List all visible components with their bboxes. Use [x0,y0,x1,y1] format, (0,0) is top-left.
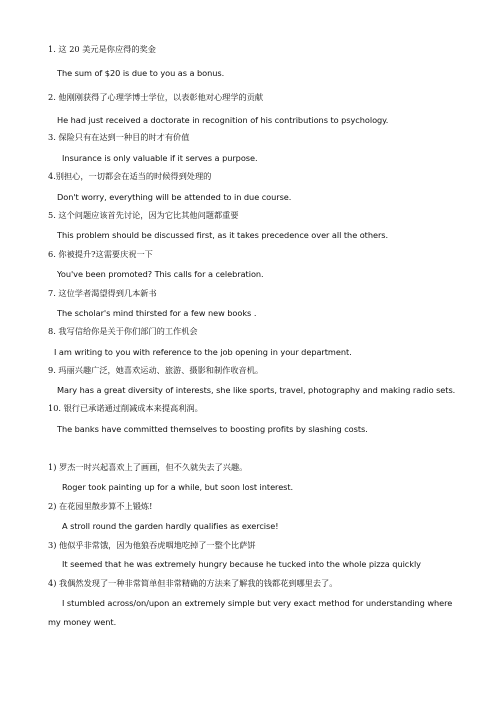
sub-item-4-en: I stumbled across/on/upon an extremely simple but very exact method for understanding where [62,598,453,608]
item-10-zh: 10. 银行已承诺通过削减成本来提高利润。 [48,403,203,413]
item-4-zh: 4.别担心，一切都会在适当的时候得到处理的 [48,171,212,181]
item-6-en: You've been promoted? This calls for a celebration. [57,269,264,279]
item-5-zh: 5. 这个问题应该首先讨论，因为它比其他问题都重要 [48,210,239,220]
sub-item-3-en: It seemed that he was extremely hungry because he tucked into the whole pizza quickly [62,559,421,569]
item-8-zh: 8. 我写信给你是关于你们部门的工作机会 [48,326,198,336]
item-1-zh: 1. 这 20 美元是你应得的奖金 [48,44,156,54]
sub-item-4-en-continued: my money went. [48,617,117,627]
item-7-en: The scholar's mind thirsted for a few new books . [57,308,257,318]
item-8-en: I am writing to you with reference to the job opening in your department. [54,347,352,357]
sub-item-1-en: Roger took painting up for a while, but soon lost interest. [62,482,294,492]
item-4-en: Don't worry, everything will be attended to in due course. [57,192,292,202]
item-3-en: Insurance is only valuable if it serves a purpose. [62,153,258,163]
item-1-en: The sum of $20 is due to you as a bonus. [57,68,225,78]
sub-item-2-en: A stroll round the garden hardly qualifies as exercise! [62,521,279,531]
item-2-zh: 2. 他刚刚获得了心理学博士学位，以表彰他对心理学的贡献 [48,92,264,102]
item-9-zh: 9. 玛丽兴趣广泛，她喜欢运动、旅游、摄影和制作收音机。 [48,365,264,375]
item-7-zh: 7. 这位学者渴望得到几本新书 [48,288,157,298]
sub-item-4-zh: 4) 我偶然发现了一种非常简单但非常精确的方法来了解我的钱都花到哪里去了。 [48,578,338,588]
item-3-zh: 3. 保险只有在达到一种目的时才有价值 [48,132,190,142]
item-2-en: He had just received a doctorate in recognition of his contributions to psychology. [57,115,389,125]
sub-item-3-zh: 3) 他似乎非常饿，因为他狼吞虎咽地吃掉了一整个比萨饼 [48,540,256,550]
item-10-en: The banks have committed themselves to boosting profits by slashing costs. [57,424,368,434]
sub-item-1-zh: 1) 罗杰一时兴起喜欢上了画画，但不久就失去了兴趣。 [48,462,248,472]
sub-item-2-zh: 2) 在花园里散步算不上锻炼! [48,501,153,511]
item-6-zh: 6. 你被提升?这需要庆祝一下 [48,249,153,259]
item-9-en: Mary has a great diversity of interests, she like sports, travel, photography and making radio sets. [57,385,456,395]
item-5-en: This problem should be discussed first, as it takes precedence over all the others. [57,230,389,240]
